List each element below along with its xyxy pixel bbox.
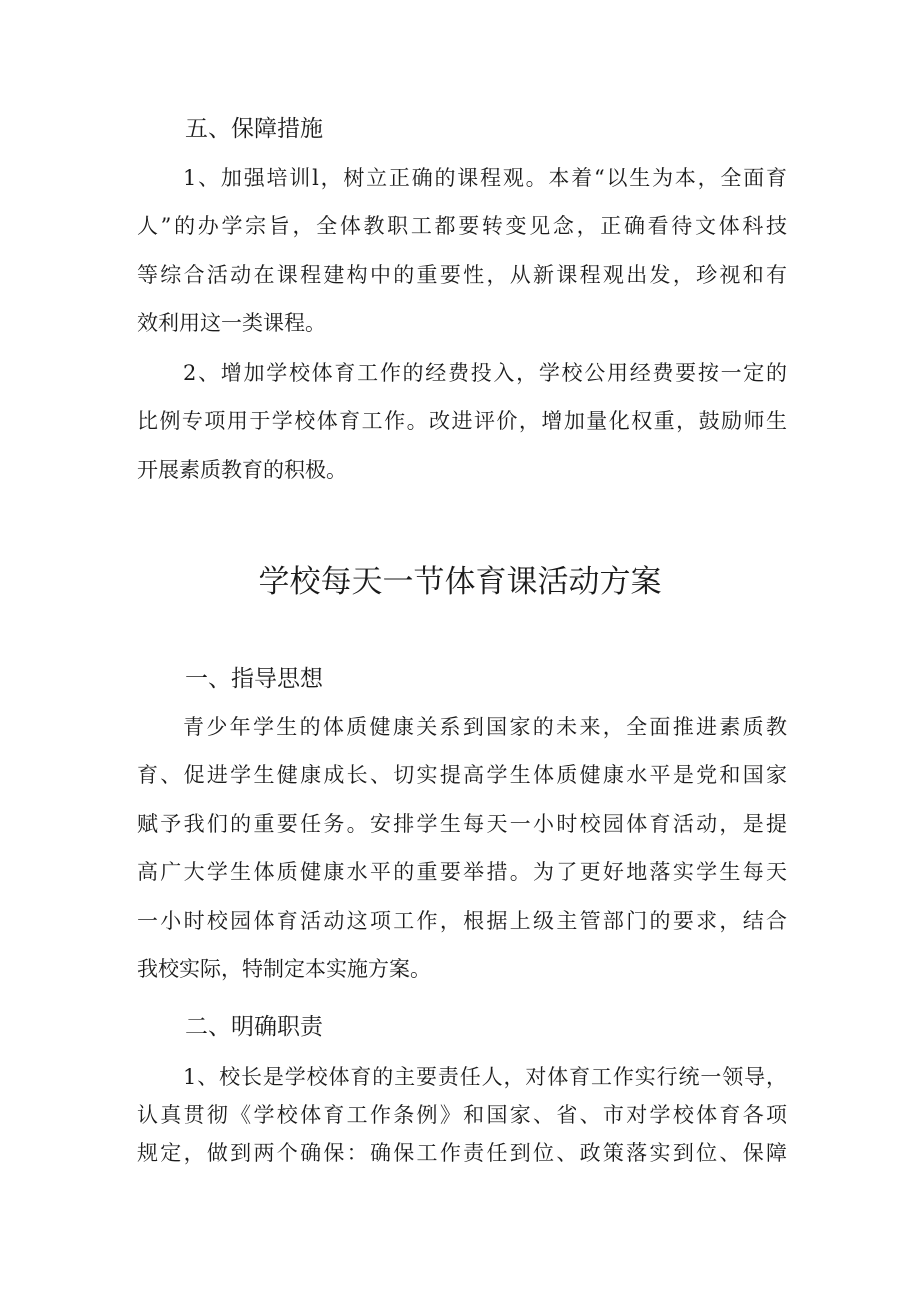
section-2-heading: 二、明确职责 — [185, 1014, 323, 1040]
paragraph-line: 2、增加学校体育工作的经费投入，学校公用经费要按一定的 — [183, 361, 787, 385]
paragraph-line: 我校实际，特制定本实施方案。 — [137, 956, 431, 981]
paragraph-line: 青少年学生的体质健康关系到国家的未来，全面推进素质教 — [183, 715, 787, 739]
document-title: 学校每天一节体育课活动方案 — [258, 564, 662, 600]
paragraph-line: 一小时校园体育活动这项工作，根据上级主管部门的要求，结合 — [137, 908, 787, 933]
paragraph-line: 高广大学生体质健康水平的重要举措。为了更好地落实学生每天 — [137, 860, 787, 885]
section-5-heading: 五、保障措施 — [185, 116, 323, 142]
paragraph-line: 认真贯彻《学校体育工作条例》和国家、省、市对学校体育各项 — [137, 1103, 787, 1127]
section-2-paragraph — [137, 1058, 787, 1172]
section-5-item-1 — [137, 154, 787, 348]
paragraph-line: 开展素质教育的积极。 — [137, 457, 347, 482]
paragraph-line: 比例专项用于学校体育工作。改进评价，增加量化权重，鼓励师生 — [137, 409, 787, 434]
paragraph-line: 等综合活动在课程建构中的重要性，从新课程观出发，珍视和有 — [137, 262, 787, 287]
paragraph-line: 育、促进学生健康成长、切实提高学生体质健康水平是党和国家 — [137, 763, 787, 788]
paragraph-line: 赋予我们的重要任务。安排学生每天一小时校园体育活动，是提 — [137, 811, 787, 836]
paragraph-line: 规定，做到两个确保：确保工作责任到位、政策落实到位、保障 — [137, 1141, 787, 1165]
paragraph-line: 效利用这一类课程。 — [137, 311, 326, 336]
paragraph-line: 1、加强培训l，树立正确的课程观。本着“以生为本，全面育 — [183, 166, 787, 190]
paragraph-line: 人”的办学宗旨，全体教职工都要转变见念，正确看待文体科技 — [137, 214, 787, 239]
section-1-paragraph — [137, 703, 787, 993]
section-1-heading: 一、指导思想 — [185, 666, 323, 692]
section-5-item-2 — [137, 349, 787, 494]
paragraph-line: 1、校长是学校体育的主要责任人，对体育工作实行统一领导， — [183, 1065, 787, 1089]
